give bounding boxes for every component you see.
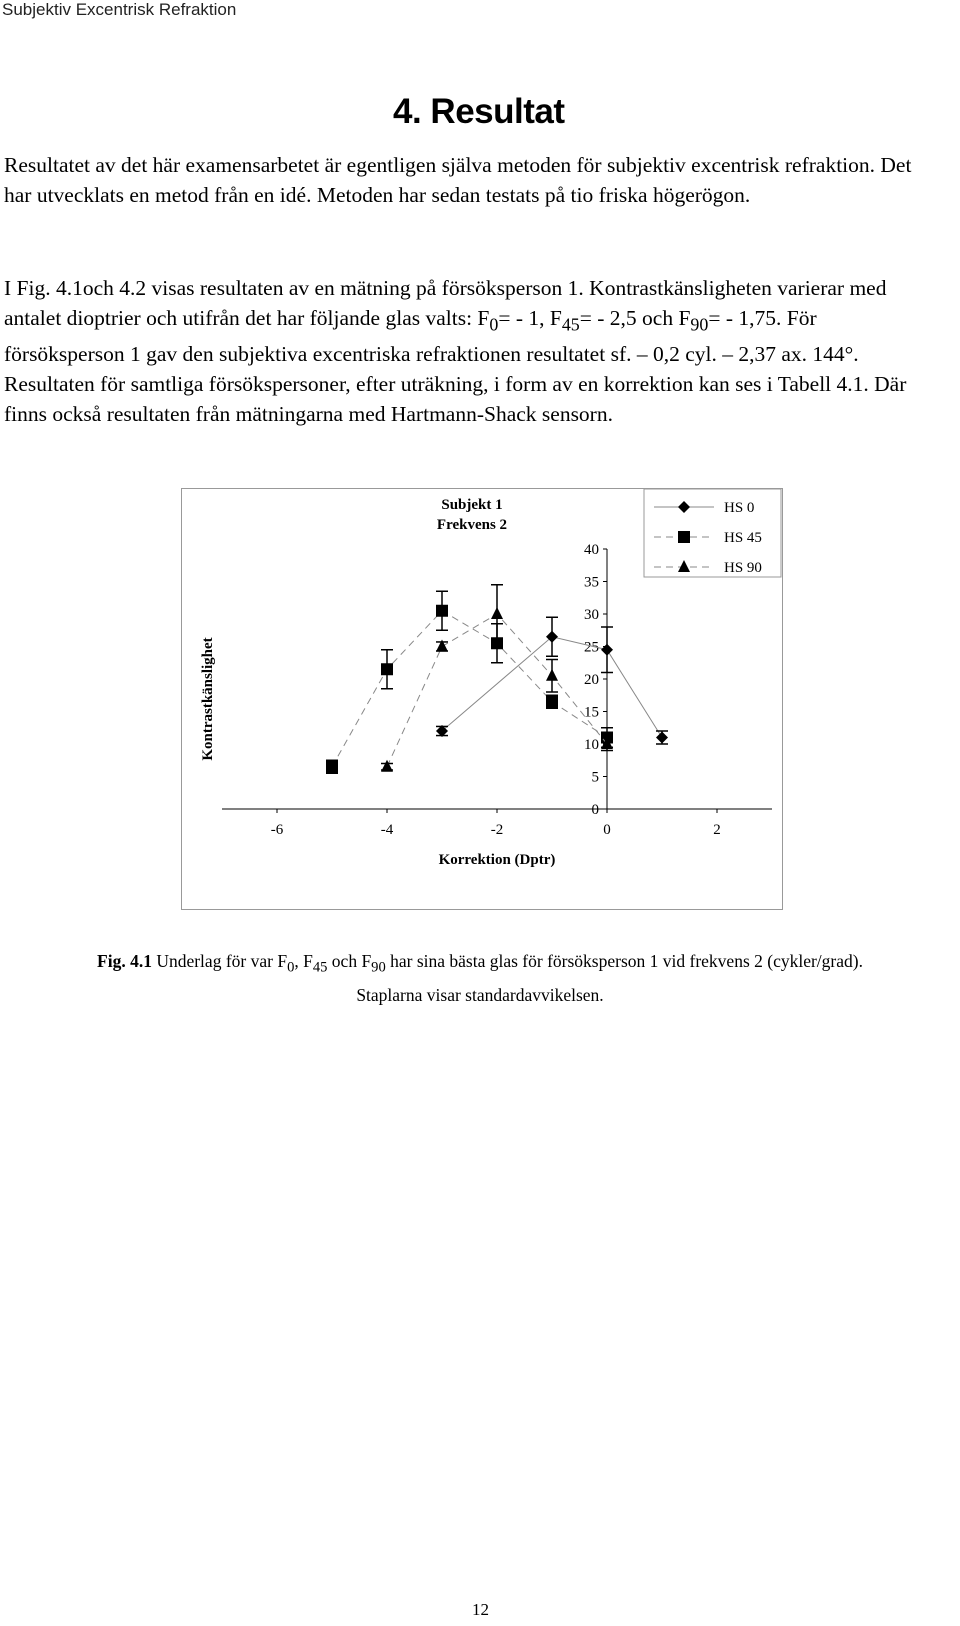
- chart-subtitle: Frekvens 2: [436, 517, 508, 533]
- x-tick-label: 2: [713, 822, 721, 838]
- x-axis-label: Korrektion (Dptr): [438, 852, 556, 868]
- legend-marker-square: [678, 531, 690, 543]
- paragraph-text: I Fig. 4.1och 4.2 visas resultaten av en mätning på försöksperson 1. Kontrastkänsligheten varierar med antalet dioptrier och utifrån det har följande glas valts: F: [4, 276, 887, 330]
- y-tick-label: 25: [584, 639, 599, 656]
- y-tick-label: 10: [584, 737, 599, 753]
- subscript: 90: [690, 314, 709, 335]
- paragraph-text: = - 2,5 och F: [579, 306, 691, 330]
- data-point-square: [326, 761, 338, 773]
- data-point-triangle: [546, 669, 558, 681]
- paragraph-intro: Resultatet av det här examensarbetet är egentligen själva metoden för subjektiv excentrisk refraktion. Det har utvecklats en metod från en idé. Metoden har sedan testats på tio friska högerögon.: [4, 153, 912, 207]
- legend-label: HS 90: [724, 560, 762, 576]
- subscript: 90: [371, 959, 386, 976]
- y-tick-label: 5: [591, 769, 599, 786]
- subscript: 0: [287, 959, 295, 976]
- figure-chart: [181, 488, 783, 910]
- x-tick-label: -2: [490, 822, 504, 838]
- chart-title: Subjekt 1: [441, 497, 503, 513]
- caption-text: , F: [294, 951, 313, 971]
- data-point-square: [546, 696, 558, 708]
- data-point-square: [436, 605, 448, 617]
- chart-svg: [182, 489, 782, 909]
- y-tick-label: 15: [584, 704, 599, 721]
- paragraph-results: [4, 273, 939, 429]
- y-tick-label: 20: [584, 672, 599, 688]
- y-tick-label: 35: [584, 574, 599, 591]
- y-tick-label: 0: [591, 802, 599, 818]
- legend-label: HS 0: [724, 500, 755, 516]
- running-header: Subjektiv Excentrisk Refraktion: [2, 0, 237, 19]
- subscript: 0: [489, 314, 499, 335]
- caption-text: Underlag för var F: [151, 951, 288, 971]
- y-axis-label: Kontrastkänslighet: [200, 637, 216, 761]
- figure-caption: [4, 948, 956, 1009]
- paragraph-text: = - 1,75. För försöksperson 1 gav den subjektiva excentriska refraktionen resultatet sf. – 0,2 cyl. – 2,37 ax. 144°. Resultaten för samtliga försökspersoner, efter uträkning, i form av en korrektion kan ses i Tabell 4.1. Där finns också resultaten från mätningarna med Hartmann-Shack sensorn.: [4, 306, 907, 427]
- caption-text: och F: [327, 951, 372, 971]
- paragraph-text: = - 1, F: [498, 306, 562, 330]
- data-point-diamond: [601, 644, 613, 656]
- legend-label: HS 45: [724, 530, 762, 546]
- caption-line2: Staplarna visar standardavvikelsen.: [356, 984, 604, 1005]
- caption-label: Fig. 4.1: [97, 951, 152, 971]
- x-tick-label: -6: [270, 822, 284, 838]
- x-tick-label: -4: [380, 822, 394, 838]
- data-point-diamond: [656, 732, 668, 744]
- data-point-triangle: [491, 607, 503, 619]
- y-tick-label: 40: [584, 542, 599, 558]
- subscript: 45: [312, 959, 328, 976]
- data-point-triangle: [381, 760, 393, 772]
- caption-text: har sina bästa glas för försöksperson 1 vid frekvens 2 (cykler/grad).: [385, 951, 863, 971]
- section-title: 4. Resultat: [393, 92, 565, 131]
- data-point-square: [381, 663, 393, 675]
- page-number: 12: [472, 1600, 489, 1619]
- y-tick-label: 30: [584, 607, 599, 623]
- subscript: 45: [561, 314, 580, 335]
- x-tick-label: 0: [603, 822, 611, 838]
- series-line-square: [332, 611, 607, 767]
